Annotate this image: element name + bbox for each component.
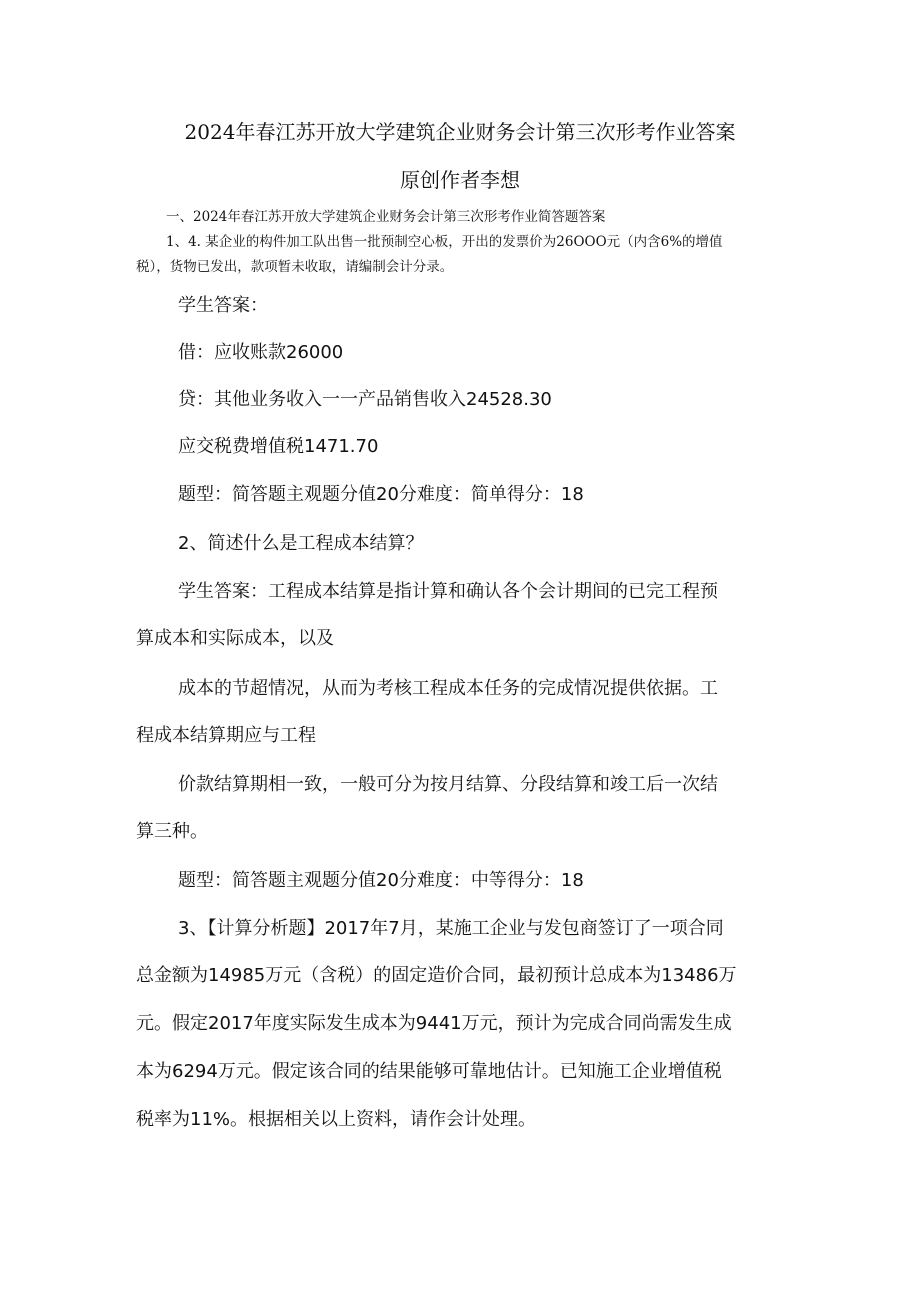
- section-heading: 一、2024年春江苏开放大学建筑企业财务会计第三次形考作业简答题答案: [166, 209, 606, 225]
- q1-answer-label: 学生答案：: [178, 295, 268, 316]
- q3-line2: 总金额为14985万元（含税）的固定造价合同，最初预计总成本为13486万: [136, 965, 737, 986]
- q1-meta: 题型：简答题主观题分值20分难度：简单得分：18: [178, 484, 584, 505]
- q3-line1: 3、【计算分析题】2017年7月，某施工企业与发包商签订了一项合同: [178, 918, 724, 939]
- q2-answer-line4: 程成本结算期应与工程: [136, 725, 316, 746]
- document-title: 2024年春江苏开放大学建筑企业财务会计第三次形考作业答案: [184, 120, 736, 144]
- q2-meta: 题型：简答题主观题分值20分难度：中等得分：18: [178, 870, 584, 891]
- q2-question: 2、简述什么是工程成本结算？: [178, 533, 424, 554]
- q3-line3: 元。假定2017年度实际发生成本为9441万元，预计为完成合同尚需发生成: [136, 1013, 732, 1034]
- q1-tax-entry: 应交税费增值税1471.70: [178, 436, 379, 457]
- q3-line5: 税率为11%。根据相关以上资料，请作会计处理。: [136, 1109, 537, 1130]
- document-author: 原创作者李想: [400, 168, 520, 192]
- q1-question-line1: 1、4. 某企业的构件加工队出售一批预制空心板，开出的发票价为26OOO元（内含6%的增值: [166, 234, 723, 250]
- q2-answer-line6: 算三种。: [136, 821, 208, 842]
- q2-answer-line5: 价款结算期相一致，一般可分为按月结算、分段结算和竣工后一次结: [178, 774, 718, 795]
- q1-debit-entry: 借：应收账款26000: [178, 342, 344, 363]
- q2-answer-line2: 算成本和实际成本，以及: [136, 628, 334, 649]
- q2-answer-line1: 学生答案：工程成本结算是指计算和确认各个会计期间的已完工程预: [178, 581, 718, 602]
- q3-line4: 本为6294万元。假定该合同的结果能够可靠地估计。已知施工企业增值税: [136, 1061, 722, 1082]
- q1-question-line2: 税），货物已发出，款项暂未收取，请编制会计分录。: [136, 259, 454, 275]
- q1-credit-entry: 贷：其他业务收入一一产品销售收入24528.30: [178, 389, 552, 410]
- q2-answer-line3: 成本的节超情况，从而为考核工程成本任务的完成情况提供依据。工: [178, 678, 718, 699]
